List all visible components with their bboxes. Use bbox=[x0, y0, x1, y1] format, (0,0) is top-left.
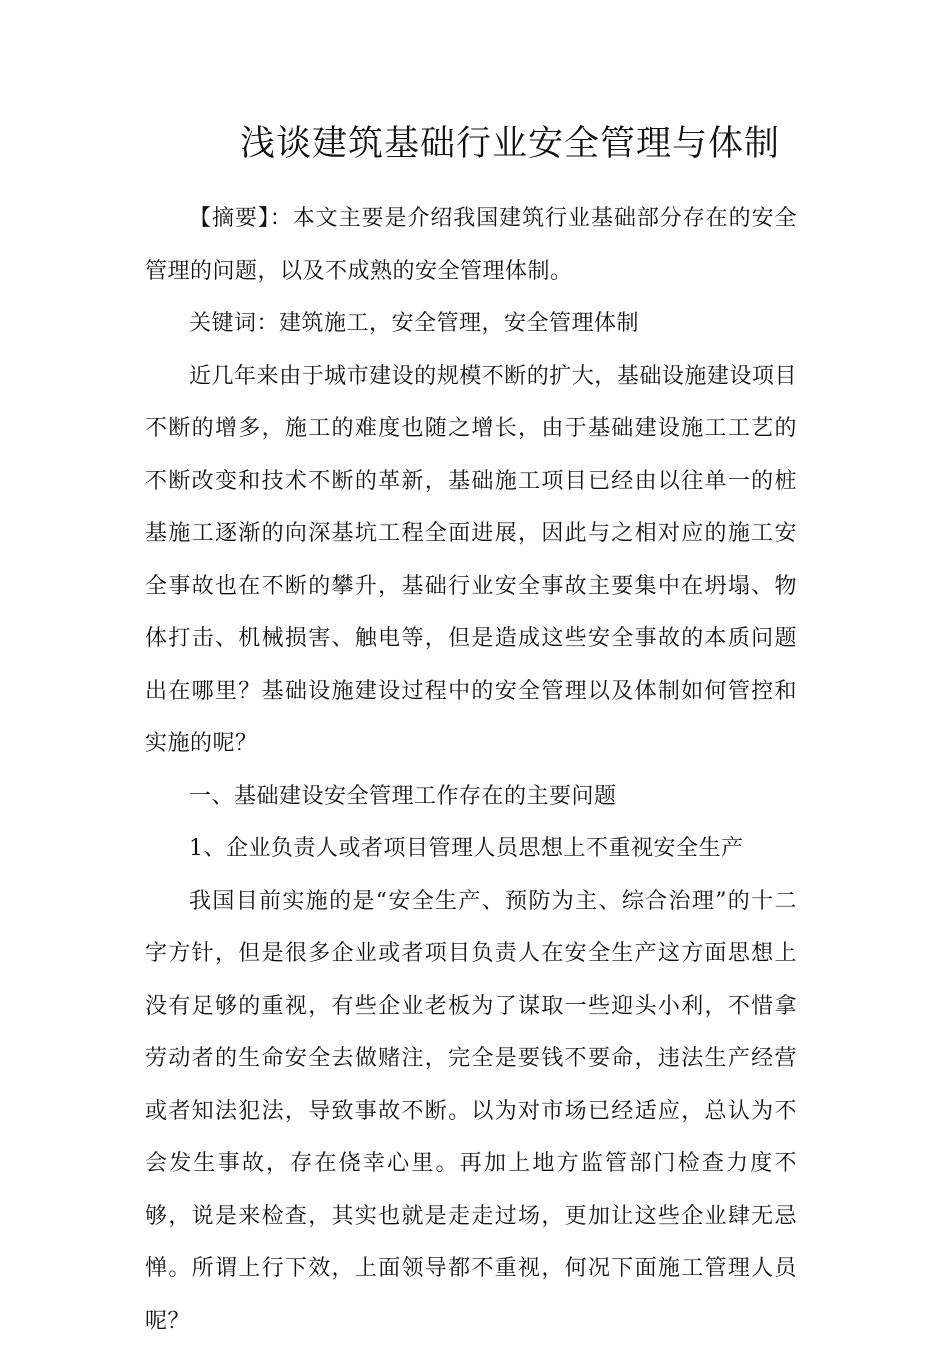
document-body bbox=[145, 193, 797, 1348]
section-heading: 一、基础建设安全管理工作存在的主要问题 bbox=[145, 771, 797, 824]
intro-paragraph: 近几年来由于城市建设的规模不断的扩大，基础设施建设项目不断的增多，施工的难度也随之增长，由于基础建设施工工艺的不断改变和技术不断的革新，基础施工项目已经由以往单一的桩基施工逐渐的向深基坑工程全面进展，因此与之相对应的施工安全事故也在不断的攀升，基础行业安全事故主要集中在坍塌、物体打击、机械损害、触电等，但是造成这些安全事故的本质问题出在哪里？基础设施建设过程中的安全管理以及体制如何管控和实施的呢？ bbox=[145, 351, 797, 771]
body-paragraph: 我国目前实施的是“安全生产、预防为主、综合治理”的十二字方针，但是很多企业或者项目负责人在安全生产这方面思想上没有足够的重视，有些企业老板为了谋取一些迎头小利，不惜拿劳动者的生命安全去做赌注，完全是要钱不要命，违法生产经营或者知法犯法，导致事故不断。以为对市场已经适应，总认为不会发生事故，存在侥幸心里。再加上地方监管部门检查力度不够，说是来检查，其实也就是走走过场，更加让这些企业肆无忌惮。所谓上行下效，上面领导都不重视，何况下面施工管理人员呢？ bbox=[145, 876, 797, 1348]
abstract-paragraph: 【摘要】：本文主要是介绍我国建筑行业基础部分存在的安全管理的问题，以及不成熟的安全管理体制。 bbox=[145, 193, 797, 298]
subsection-heading: 1、企业负责人或者项目管理人员思想上不重视安全生产 bbox=[145, 823, 797, 876]
document-title: 浅谈建筑基础行业安全管理与体制 bbox=[145, 118, 875, 170]
keywords-paragraph: 关键词：建筑施工，安全管理，安全管理体制 bbox=[145, 298, 797, 351]
